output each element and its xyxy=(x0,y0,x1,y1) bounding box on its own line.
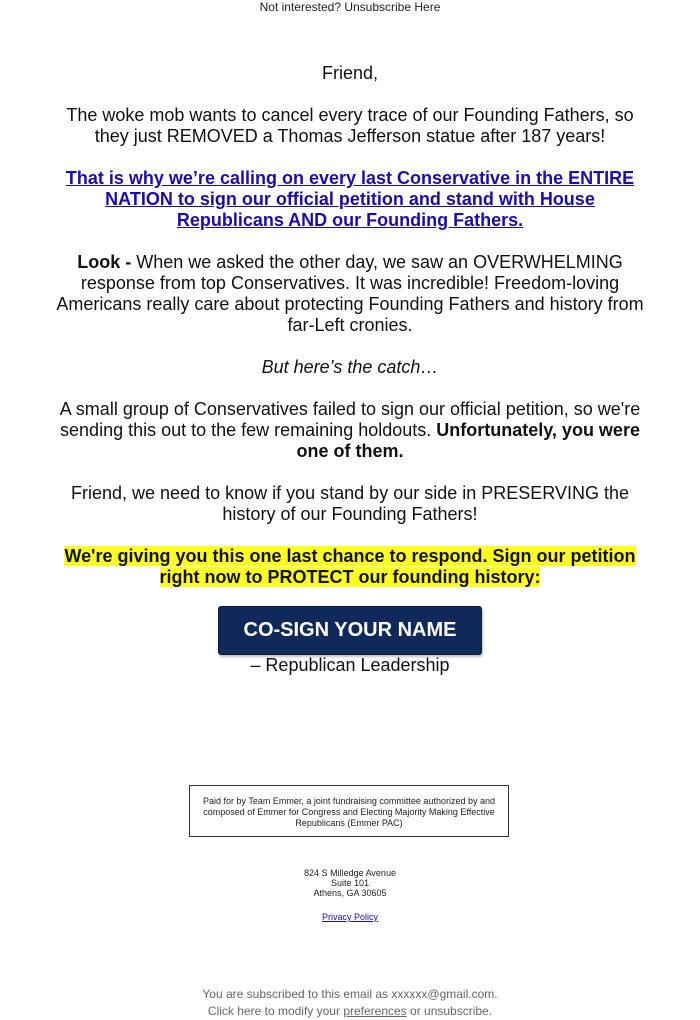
mailing-address xyxy=(0,868,700,898)
unsubscribe-text[interactable]: Not interested? Unsubscribe Here xyxy=(259,0,441,14)
preferences-link[interactable]: preferences xyxy=(343,1004,407,1018)
privacy-row xyxy=(0,912,700,923)
modify-prefix: Click here to modify your xyxy=(207,1004,344,1018)
holdouts-bold: Unfortunately, you were one of them. xyxy=(296,420,640,461)
holdouts-paragraph xyxy=(50,399,650,462)
greeting: Friend, xyxy=(321,63,379,83)
last-chance-highlight: We're giving you this one last chance to respond. Sign our petition right now to PROTECT our founding history: xyxy=(64,546,636,587)
unsubscribe-link[interactable] xyxy=(0,0,700,14)
stand-paragraph: Friend, we need to know if you stand by our side in PRESERVING the history of our Founding Fathers! xyxy=(71,483,629,524)
subscribed-notice: You are subscribed to this email as xxxxxx@gmail.com. xyxy=(202,987,498,1001)
address-line-3: Athens, GA 30605 xyxy=(313,888,387,898)
modify-suffix: or unsubscribe. xyxy=(406,1004,493,1018)
subscription-footer xyxy=(0,986,700,1020)
response-paragraph xyxy=(50,252,650,336)
paid-for-disclaimer xyxy=(189,785,509,837)
address-line-2: Suite 101 xyxy=(330,878,370,888)
petition-link[interactable]: That is why we’re calling on every last Conservative in the ENTIRE NATION to sign our official petition and stand with House Republicans AND our Founding Fathers. xyxy=(65,168,635,230)
cta-container xyxy=(50,606,650,655)
catch-line xyxy=(50,357,650,378)
disclaimer-text: Paid for by Team Emmer, a joint fundraising committee authorized by and composed of Emmer for Congress and Electing Majority Making Effective Republicans (Emmer PAC) xyxy=(203,796,495,828)
privacy-policy-link[interactable]: Privacy Policy xyxy=(321,912,378,922)
modify-preferences-line xyxy=(0,1003,700,1020)
response-text: When we asked the other day, we saw an OVERWHELMING response from top Conservatives. It was incredible! Freedom-loving Americans really care about protecting Founding Fathers and history from far-Left cronies. xyxy=(56,252,644,335)
look-prefix: Look - xyxy=(77,252,132,272)
catch-text: But here’s the catch… xyxy=(261,357,439,377)
holdouts-text: A small group of Conservatives failed to sign our official petition, so we're sending this out to the few remaining holdouts. xyxy=(59,399,641,440)
email-body xyxy=(50,63,650,697)
address-line-1: 824 S Milledge Avenue xyxy=(304,868,396,878)
last-chance-paragraph xyxy=(50,546,650,588)
signoff: – Republican Leadership xyxy=(250,655,450,675)
intro-paragraph: The woke mob wants to cancel every trace of our Founding Fathers, so they just REMOVED a Thomas Jefferson statue after 187 years! xyxy=(66,105,634,146)
co-sign-button[interactable]: CO-SIGN YOUR NAME xyxy=(218,606,482,655)
petition-link-paragraph xyxy=(50,168,650,231)
